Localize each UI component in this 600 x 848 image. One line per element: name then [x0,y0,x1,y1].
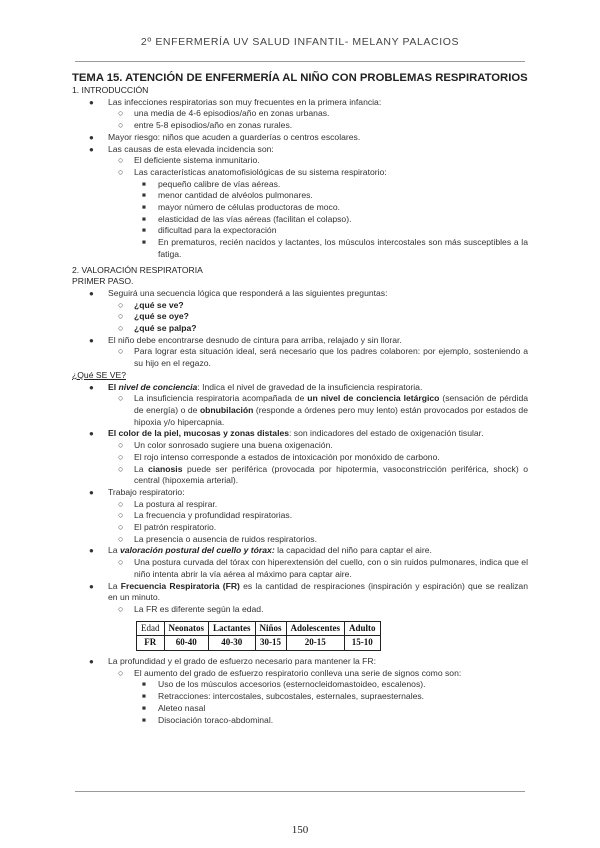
table-header-row [137,621,381,636]
square-bullet-icon: ■ [142,704,146,712]
list-item: ○ Las características anatomofisiológicas de su sistema respiratorio: ■ pequeño calibre de vías aéreas. ■ menor cantidad de alvéolos pulmonares. ■ mayor número de células productoras de moco. ■ elasticidad de las vías aéreas (facilitan el colapso). ■ dificultad para la expectoración ■ En prematuros, recién nacidos y lactantes, los músculos intercostales son más susceptibles a la fatiga. [118,166,528,259]
circle-bullet-icon: ○ [118,393,124,404]
intro-list [72,97,528,261]
circle-bullet-icon: ○ [118,120,124,131]
circle-bullet-icon: ○ [118,498,124,509]
list-item: ■ pequeño calibre de vías aéreas. [142,178,281,189]
list-item: ● Las causas de esta elevada incidencia son: ○ El deficiente sistema inmunitario. ○ Las características anatomofisiológicas de su sistema respiratorio: ■ pequeño calibre de vías aéreas. ■ menor cantidad de alvéolos pulmonares. ■ mayor número de células productoras de moco. ■ elasticidad de las vías aéreas (facilitan el colapso). ■ dificultad para la expectoración ■ En prematuros, recién nacidos y lactantes, los músculos intercostales son más susceptibles a la fatiga. [89,143,528,259]
page-content [72,72,528,726]
circle-bullet-icon: ○ [118,522,124,533]
square-bullet-icon: ■ [142,215,146,223]
circle-bullet-icon: ○ [118,155,124,166]
list-item: ● La profundidad y el grado de esfuerzo necesario para mantener la FR: ○ El aumento del grado de esfuerzo respiratorio conlleva una serie de signos como son: ■ Uso de los músculos accesorios (esternocleidomastoideo, escalenos). ■ Retracciones: intercostales, subcostales, esternales, supraesternales. ■ Aleteo nasal ■ Disociación toraco-abdominal. [72,656,528,726]
bullet-icon: ● [89,132,94,142]
circle-bullet-icon: ○ [118,557,124,568]
bullet-icon: ● [89,657,94,667]
primer-paso-list [72,288,528,370]
circle-bullet-icon: ○ [118,603,124,614]
square-bullet-icon: ■ [142,204,146,212]
square-bullet-icon: ■ [142,239,146,247]
section-heading-valoracion: 2. VALORACIÓN RESPIRATORIA [72,264,203,275]
list-item: ■ dificultad para la expectoración [142,225,277,236]
circle-bullet-icon: ○ [118,311,124,322]
list-item: ○ ¿qué se ve? [118,299,184,310]
list-item: ● Mayor riesgo: niños que acuden a guarderías o centros escolares. [89,131,361,142]
list-item: ○ La presencia o ausencia de ruidos respiratorios. [118,533,317,544]
list-item: ■ elasticidad de las vías aéreas (facilitan el colapso). [142,213,352,224]
square-bullet-icon: ■ [142,693,146,701]
list-item: ● Seguirá una secuencia lógica que responderá a las siguientes preguntas: ○ ¿qué se ve? ○ ¿qué se oye? ○ ¿qué se palpa? [72,288,528,335]
que-se-ve-list [72,382,528,727]
square-bullet-icon: ■ [142,681,146,689]
list-item: ○ La postura al respirar. [118,498,218,509]
list-item: ● Las infecciones respiratorias son muy frecuentes en la primera infancia: ○ una media de 4-6 episodios/año en zonas urbanas. ○ entre 5-8 episodios/año en zonas rurales. [72,97,528,132]
table-cell: FR [137,636,165,651]
square-bullet-icon: ■ [142,227,146,235]
table-cell: 40-30 [209,636,256,651]
circle-bullet-icon: ○ [118,463,124,474]
bullet-icon: ● [89,97,94,107]
subheading-que-se-ve: ¿Qué SE VE? [72,369,126,380]
footer-divider [75,791,525,792]
list-item: ■ Disociación toraco-abdominal. [142,714,274,725]
list-item: ■ Retracciones: intercostales, subcostales, esternales, supraesternales. [142,691,425,702]
circle-bullet-icon: ○ [118,533,124,544]
table-header-cell: Adolescentes [286,621,345,636]
square-bullet-icon: ■ [142,180,146,188]
subheading-primer-paso: PRIMER PASO. [72,276,134,287]
bullet-icon: ● [89,581,94,591]
bullet-icon: ● [89,487,94,497]
list-item: ■ Uso de los músculos accesorios (esternocleidomastoideo, escalenos). [142,679,426,690]
bullet-icon: ● [89,546,94,556]
table-header-cell: Lactantes [209,621,256,636]
list-item: ○ La FR es diferente según la edad. Edad Neonatos Lactantes Niños Adolescentes Adulto FR 60-40 40-30 30-15 20-15 15-10 [108,604,528,651]
table-cell: 20-15 [286,636,345,651]
circle-bullet-icon: ○ [118,667,124,678]
header-divider [75,61,525,62]
list-item: ○ Para lograr esta situación ideal, será necesario que los padres colaboren: por ejemplo, sosteniendo a su hijo en el regazo. [118,346,528,369]
circle-bullet-icon: ○ [118,166,124,177]
table-cell: 60-40 [164,636,209,651]
list-item: ● El nivel de conciencia: Indica el nivel de gravedad de la insuficiencia respiratoria. ○ La insuficiencia respiratoria acompañada de un nivel de conciencia letárgico (sensación de pérdida de energía) o de obnubilación (responde a órdenes pero muy lento) están provocados por estados de hipoxia y/o hipercapnia. [89,381,529,427]
fr-by-age-table [136,621,381,651]
square-bullet-icon: ■ [142,192,146,200]
list-item: ○ Una postura curvada del tórax con hiperextensión del cuello, con o sin ruidos pulmonares, indica que el niño intenta abrir la vía aérea al máximo para captar aire. [118,557,528,579]
table-header-cell: Adulto [345,621,381,636]
circle-bullet-icon: ○ [118,108,124,119]
list-item: ● Trabajo respiratorio: ○ La postura al respirar. ○ La frecuencia y profundidad respiratorias. ○ El patrón respiratorio. ○ La presencia o ausencia de ruidos respiratorios. [72,487,528,546]
list-item: ● La valoración postural del cuello y tórax: la capacidad del niño para captar el aire. ○ Una postura curvada del tórax con hiperextensión del cuello, con o sin ruidos pulmonares, indica que el niño intenta abrir la vía aérea al máximo para captar aire. [89,545,528,579]
list-item: ○ ¿qué se palpa? [118,323,197,334]
list-item: ■ mayor número de células productoras de moco. [142,202,340,213]
list-item: ● La Frecuencia Respiratoria (FR) es la cantidad de respiraciones (inspiración y espiración) que se realizan en un minuto. ○ La FR es diferente según la edad. Edad Neonatos Lactantes Niños Adolescentes Adulto FR 60-40 40-30 30-15 20-15 15-10 [72,581,528,652]
circle-bullet-icon: ○ [118,323,124,334]
circle-bullet-icon: ○ [118,510,124,521]
page-title: TEMA 15. ATENCIÓN DE ENFERMERÍA AL NIÑO CON PROBLEMAS RESPIRATORIOS [72,72,528,84]
circle-bullet-icon: ○ [118,440,124,451]
bullet-icon: ● [89,429,94,439]
list-item: ○ entre 5-8 episodios/año en zonas rurales. [118,120,293,131]
bullet-icon: ● [89,144,94,154]
list-item: ○ La insuficiencia respiratoria acompañada de un nivel de conciencia letárgico (sensación de pérdida de energía) o de obnubilación (responde a órdenes pero muy lento) están provocados por estados de hipoxia y/o hipercapnia. [118,393,529,427]
list-item: ○ ¿qué se oye? [118,311,189,322]
list-item: ● El color de la piel, mucosas y zonas distales: son indicadores del estado de oxigenación tisular. ○ Un color sonrosado sugiere una buena oxigenación. ○ El rojo intenso corresponde a estados de intoxicación por monóxido de carbono. ○ La cianosis puede ser periférica (provocada por hipotermia, vasoconstricción periférica, shock) o central (hipoxemia arterial). [89,428,528,486]
list-item: ■ Aleteo nasal [142,702,206,713]
table-header-cell: Niños [255,621,286,636]
bullet-icon: ● [89,335,94,345]
table-header-cell: Neonatos [164,621,209,636]
list-item: ● El niño debe encontrarse desnudo de cintura para arriba, relajado y sin llorar. ○ Para lograr esta situación ideal, será necesario que los padres colaboren: por ejemplo, sosteniendo a su hijo en el regazo. [89,334,528,369]
list-item: ■ En prematuros, recién nacidos y lactantes, los músculos intercostales son más susceptibles a la fatiga. [142,237,528,259]
table-row [137,636,381,651]
section-heading-introduccion: 1. INTRODUCCIÓN [72,85,149,95]
list-item: ○ una media de 4-6 episodios/año en zonas urbanas. [118,108,330,119]
list-item: ○ La frecuencia y profundidad respiratorias. [118,510,293,521]
page-header: 2º ENFERMERÍA UV SALUD INFANTIL- MELANY PALACIOS [140,36,460,48]
table-header-cell: Edad [137,621,165,636]
list-item: ○ El rojo intenso corresponde a estados de intoxicación por monóxido de carbono. [118,451,440,462]
table-cell: 15-10 [345,636,381,651]
bullet-icon: ● [89,288,94,298]
list-item: ■ menor cantidad de alvéolos pulmonares. [142,190,313,201]
circle-bullet-icon: ○ [118,451,124,462]
page-number: 150 [291,824,309,836]
square-bullet-icon: ■ [142,716,146,724]
circle-bullet-icon: ○ [118,299,124,310]
list-item: ○ El aumento del grado de esfuerzo respiratorio conlleva una serie de signos como son: ■ Uso de los músculos accesorios (esternocleidomastoideo, escalenos). ■ Retracciones: intercostales, subcostales, esternales, supraesternales. ■ Aleteo nasal ■ Disociación toraco-abdominal. [108,668,528,727]
list-item: ○ Un color sonrosado sugiere una buena oxigenación. [118,440,333,451]
circle-bullet-icon: ○ [118,346,124,357]
list-item: ○ La cianosis puede ser periférica (provocada por hipotermia, vasoconstricción periférica, shock) o central (hipoxemia arterial). [118,463,528,486]
list-item: ○ El patrón respiratorio. [118,522,217,533]
bullet-icon: ● [89,382,94,392]
table-cell: 30-15 [255,636,286,651]
list-item: ○ El deficiente sistema inmunitario. [118,155,260,166]
